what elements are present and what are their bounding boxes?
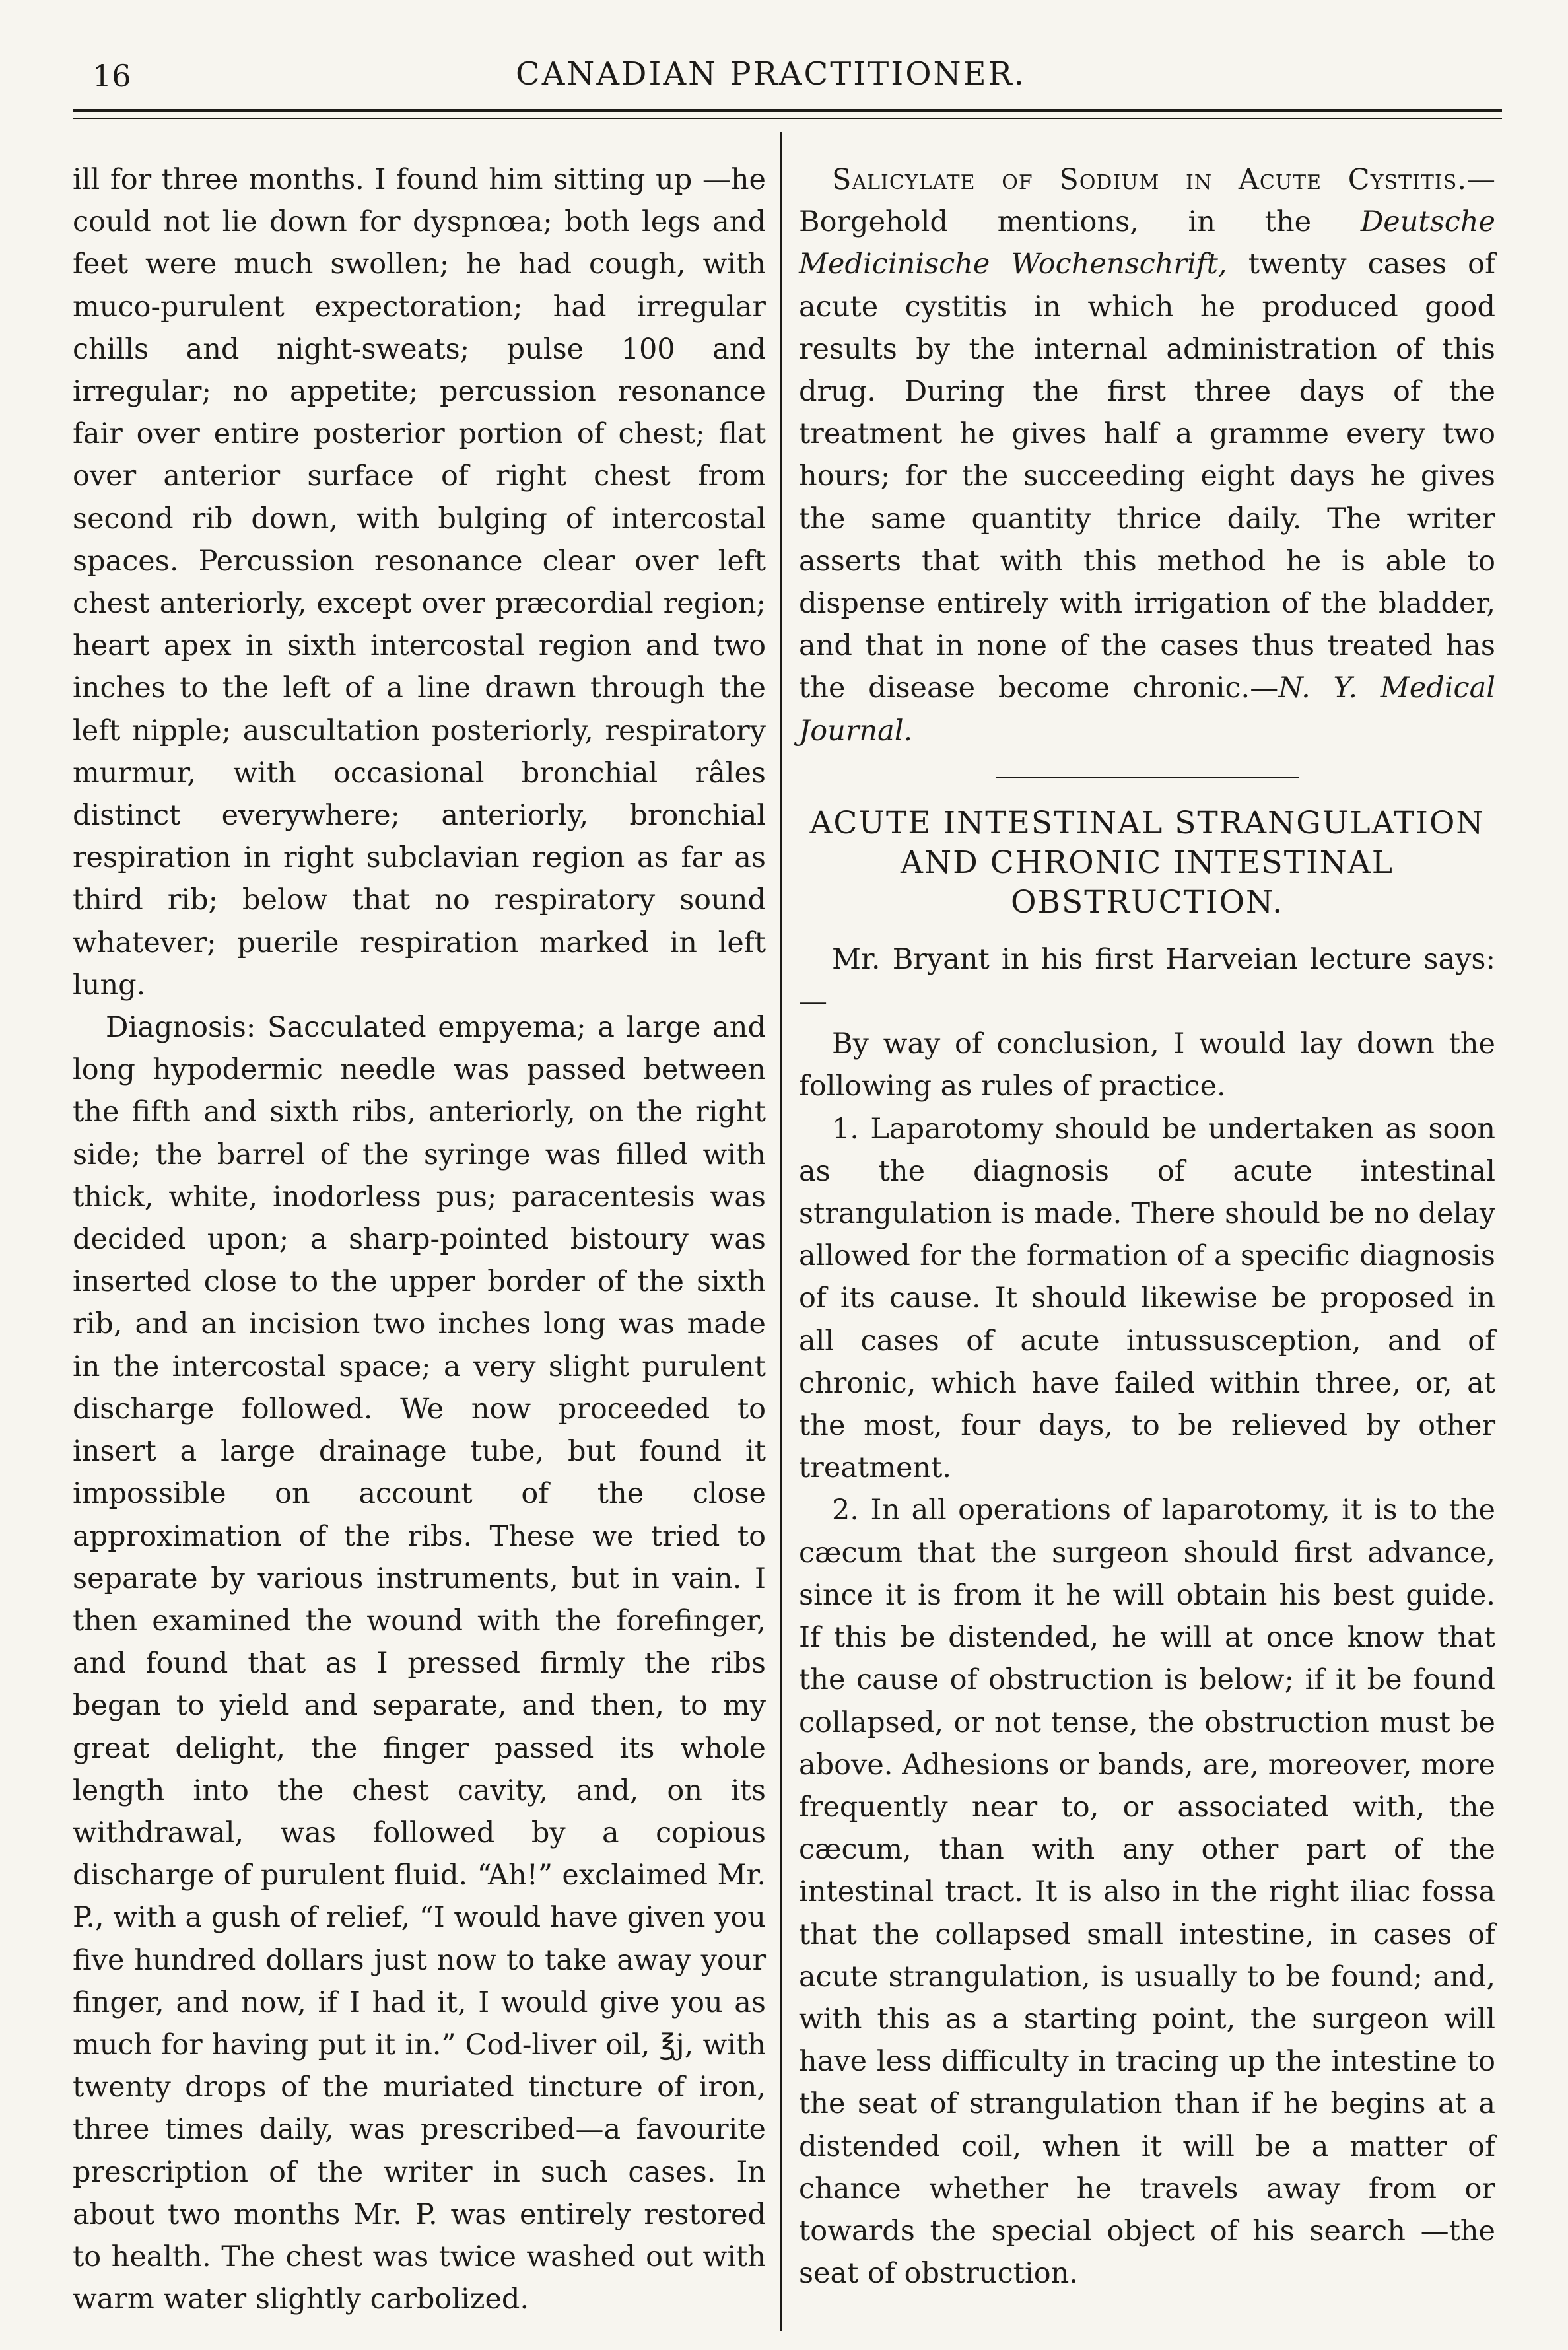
article-salicylate-title: Salicylate of Sodium in Acute Cystitis.	[832, 163, 1467, 196]
ornament-rule	[996, 777, 1299, 778]
section-ornament	[799, 764, 1495, 790]
right-paragraph-2: By way of conclusion, I would lay down the following as rules of practice.	[799, 1027, 1495, 1103]
right-paragraph-3: 1. Laparotomy should be undertaken as soon as the diagnosis of acute intestinal strangulation is made. There should be no delay allowed for the formation of a specific diagnosis of its cause. It should likewise be proposed in all cases of acute intussusception, and of chronic, which have failed within three, or, at the most, four days, to be relieved by other treatment.	[799, 1112, 1495, 1485]
right-paragraph-4: 2. In all operations of laparotomy, it is to the cæcum that the surgeon should first advance, since it is from it he will obtain his best guide. If this be distended, he will at once know that the cause of obstruction is below; if it be found collapsed, or not tense, the obstruction must be above. Adhesions or bands, are, moreover, more frequently near to, or associated with, the cæcum, than with any other part of the intestinal tract. It is also in the right iliac fossa that the collapsed small intestine, in cases of acute strangulation, is usually to be found; and, with this as a starting point, the surgeon will have less difficulty in tracing up the intestine to the seat of strangulation than if he begins at a distended coil, when it will be a matter of chance whether he travels away from or towards the special object of his search —the seat of obstruction.	[799, 1494, 1495, 2291]
right-column	[799, 158, 1495, 2295]
left-paragraph-2: Diagnosis: Sacculated empyema; a large and long hypodermic needle was passed between the fifth and sixth ribs, anteriorly, on the right side; the barrel of the syringe was filled with thick, white, inodorless pus; paracentesis was decided upon; a sharp-pointed bistoury was inserted close to the upper border of the sixth rib, and an incision two inches long was made in the intercostal space; a very slight purulent discharge followed. We now proceeded to insert a large drainage tube, but found it impossible on account of the close approximation of the ribs. These we tried to separate by various instruments, but in vain. I then examined the wound with the forefinger, and found that as I pressed firmly the ribs began to yield and separate, and then, to my great delight, the finger passed its whole length into the chest cavity, and, on its withdrawal, was followed by a copious discharge of purulent fluid. “Ah!” exclaimed Mr. P., with a gush of relief, “I would have given you five hundred dollars just now to take away your finger, and now, if I had it, I would give you as much for having put it in.” Cod-liver oil, ℥j, with twenty drops of the muriated tincture of iron, three times daily, was prescribed—a favourite prescription of the writer in such cases. In about two months Mr. P. was entirely restored to health. The chest was twice washed out with warm water slightly carbolized.	[73, 1011, 766, 2316]
header-rule-thin	[73, 118, 1502, 119]
column-divider	[780, 132, 782, 2331]
page-number: 16	[92, 58, 131, 94]
article-salicylate-body-b: twenty cases of acute cystitis in which he produced good results by the internal administration of this drug. During the first three days of the treatment he gives half a gramme every two hours; for the succeeding eight days he gives the same quantity thrice daily. The writer asserts that with this method he is able to dispense entirely with irrigation of the bladder, and that in none of the cases thus treated has the disease become chronic.—	[799, 248, 1495, 705]
running-title: CANADIAN PRACTITIONER.	[516, 55, 1026, 92]
header-rule-thick	[73, 109, 1502, 112]
article-heading: ACUTE INTESTINAL STRANGULATION AND CHRONIC INTESTINAL OBSTRUCTION.	[809, 804, 1485, 920]
right-paragraph-1: Mr. Bryant in his first Harveian lecture says:—	[799, 942, 1495, 1019]
article-salicylate-journal: Deutsche Medicinische Wochenschrift,	[799, 205, 1495, 281]
article-salicylate	[799, 158, 1495, 752]
left-paragraph-1: ill for three months. I found him sitting up —he could not lie down for dyspnœa; both legs and feet were much swollen; he had cough, with muco-purulent expectoration; had irregular chills and night-sweats; pulse 100 and irregular; no appetite; percussion resonance fair over entire posterior portion of chest; flat over anterior surface of right chest from second rib down, with bulging of intercostal spaces. Percussion resonance clear over left chest anteriorly, except over præcordial region; heart apex in sixth intercostal region and two inches to the left of a line drawn through the left nipple; auscultation posteriorly, respiratory murmur, with occasional bronchial râles distinct everywhere; anteriorly, bronchial respiration in right subclavian region as far as third rib; below that no respiratory sound whatever; puerile respiration marked in left lung.	[73, 163, 766, 1002]
article-salicylate-source: N. Y. Medical Journal.	[799, 672, 1496, 747]
article-salicylate-body-a: —Borgehold mentions, in the	[799, 163, 1495, 239]
left-column	[73, 158, 766, 2320]
page-header	[40, 55, 1502, 115]
